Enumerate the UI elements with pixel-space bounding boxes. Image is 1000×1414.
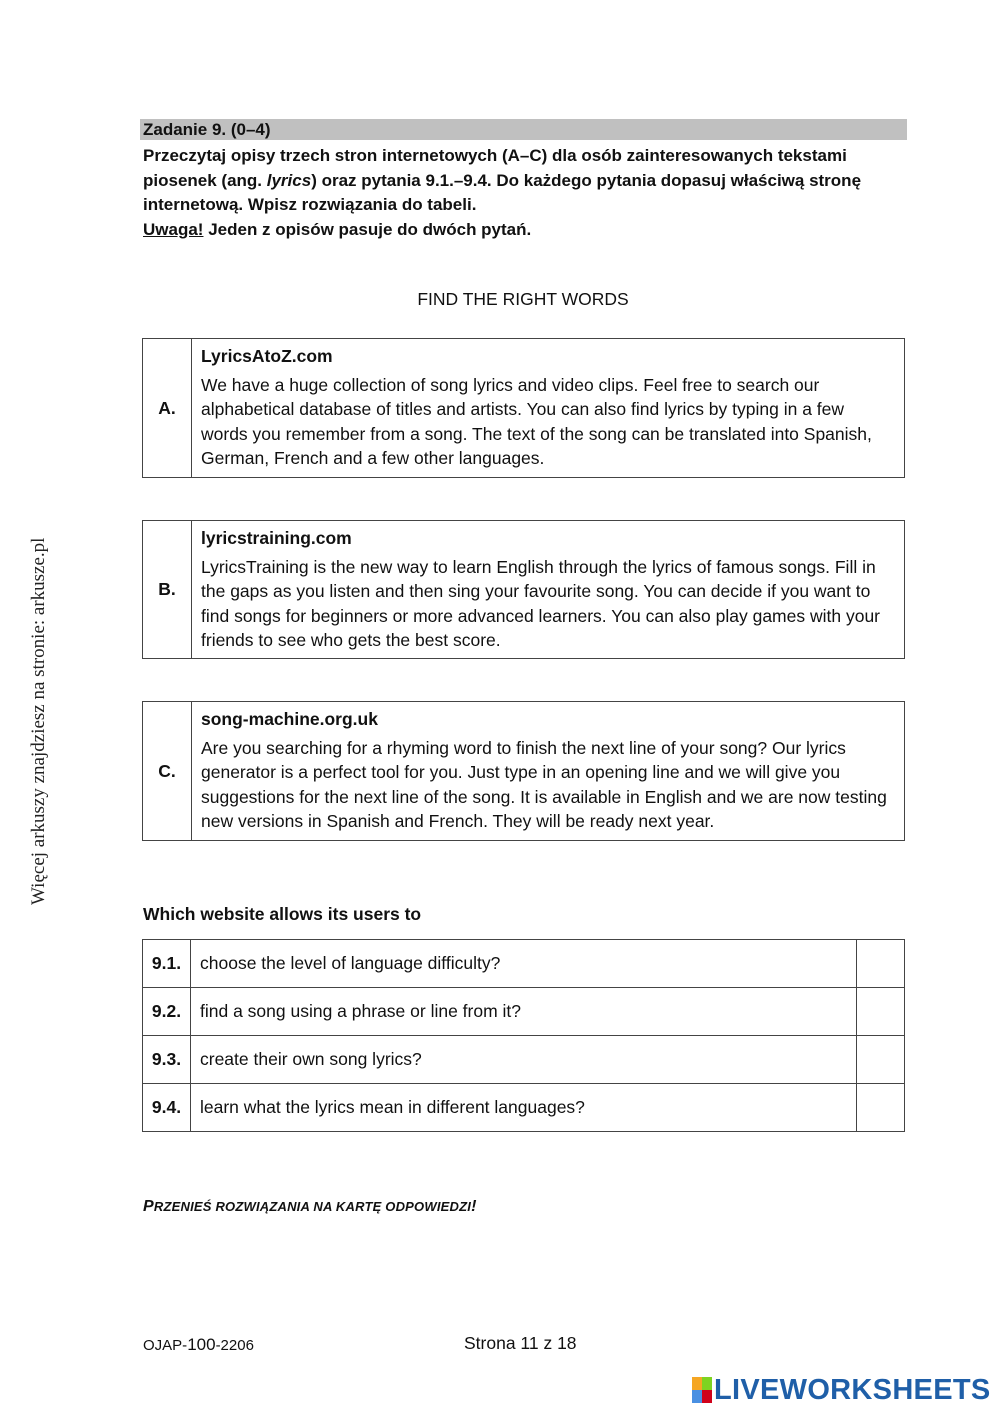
table-row <box>143 1036 905 1084</box>
question-heading: Which website allows its users to <box>143 904 422 924</box>
note-label: Uwaga! <box>143 219 204 239</box>
website-name: LyricsAtoZ.com <box>201 346 333 366</box>
website-name: song-machine.org.uk <box>201 709 378 729</box>
question-number: 9.2. <box>143 988 191 1036</box>
exam-code-part: OJAP- <box>143 1337 188 1354</box>
transfer-text: ROZWIĄZANIA <box>215 1199 314 1214</box>
website-letter: A. <box>143 339 192 477</box>
exam-code <box>143 1335 254 1355</box>
website-description: LyricsTraining is the new way to learn English through the lyrics of famous songs. Fill in the gaps as you listen and then sing your favourite song. You can decide if you want to find songs for beginners or more advanced learners. You can also play games with your friends to see who gets the best score. <box>201 556 881 651</box>
exam-code-part: -2206 <box>215 1337 254 1354</box>
instr-italic: lyrics <box>266 170 312 190</box>
transfer-instruction <box>143 1198 477 1216</box>
answer-cell[interactable] <box>857 1084 905 1132</box>
question-text: learn what the lyrics mean in different languages? <box>191 1084 857 1132</box>
website-box-a <box>142 338 905 478</box>
transfer-text: ODPOWIEDZI <box>385 1199 472 1214</box>
transfer-text: P <box>143 1198 154 1215</box>
answer-cell[interactable] <box>857 1036 905 1084</box>
question-text: create their own song lyrics? <box>191 1036 857 1084</box>
table-row <box>143 940 905 988</box>
liveworksheets-brand[interactable] <box>692 1374 991 1406</box>
transfer-text: ! <box>471 1198 477 1215</box>
task-instructions <box>143 144 903 242</box>
website-box-b <box>142 520 905 659</box>
transfer-text: NA <box>313 1199 336 1214</box>
website-description: Are you searching for a rhyming word to finish the next line of your song? Our lyrics generator is a perfect tool for you. Just type in an opening line and we will give you suggestions for the next line of the song. It is available in English and we are now testing new versions in Spanish and French. They will be ready next year. <box>201 737 887 832</box>
answer-cell[interactable] <box>857 940 905 988</box>
question-number: 9.1. <box>143 940 191 988</box>
table-row <box>143 988 905 1036</box>
question-number: 9.3. <box>143 1036 191 1084</box>
exam-code-part: 100 <box>187 1335 216 1354</box>
note-text: Jeden z opisów pasuje do dwóch pytań. <box>203 219 532 239</box>
website-letter: C. <box>143 702 192 840</box>
instr-part1: Przeczytaj opisy trzech stron internetowych (A–C) dla osób zainteresowanych tekstami piosenek (ang. <box>143 146 847 190</box>
transfer-text: RZENIEŚ <box>153 1199 216 1214</box>
table-row <box>143 1084 905 1132</box>
website-name: lyricstraining.com <box>201 528 352 548</box>
task-header: Zadanie 9. (0–4) <box>140 119 907 140</box>
website-description: We have a huge collection of song lyrics and video clips. Feel free to search our alphabetical database of titles and artists. You can also find lyrics by typing in a few words you remember from a song. The text of the song can be translated into Spanish, German, French and a few other languages. <box>201 374 872 469</box>
website-letter: B. <box>143 521 192 658</box>
page-number: Strona 11 z 18 <box>464 1333 577 1353</box>
question-number: 9.4. <box>143 1084 191 1132</box>
brand-name: LIVEWORKSHEETS <box>714 1373 991 1406</box>
instr-part2: ) oraz pytania 9.1.–9.4. Do każdego pytania dopasuj właściwą stronę internetową. Wpisz rozwiązania do tabeli. <box>143 170 862 214</box>
question-text: choose the level of language difficulty? <box>191 940 857 988</box>
liveworksheets-logo-icon <box>692 1377 712 1403</box>
question-text: find a song using a phrase or line from it? <box>191 988 857 1036</box>
questions-table <box>142 939 905 1132</box>
website-box-c <box>142 701 905 841</box>
content-title: FIND THE RIGHT WORDS <box>417 289 629 309</box>
transfer-text: KARTĘ <box>335 1199 386 1214</box>
answer-cell[interactable] <box>857 988 905 1036</box>
side-note: Więcej arkuszy znajdziesz na stronie: arkusze.pl <box>28 537 49 905</box>
